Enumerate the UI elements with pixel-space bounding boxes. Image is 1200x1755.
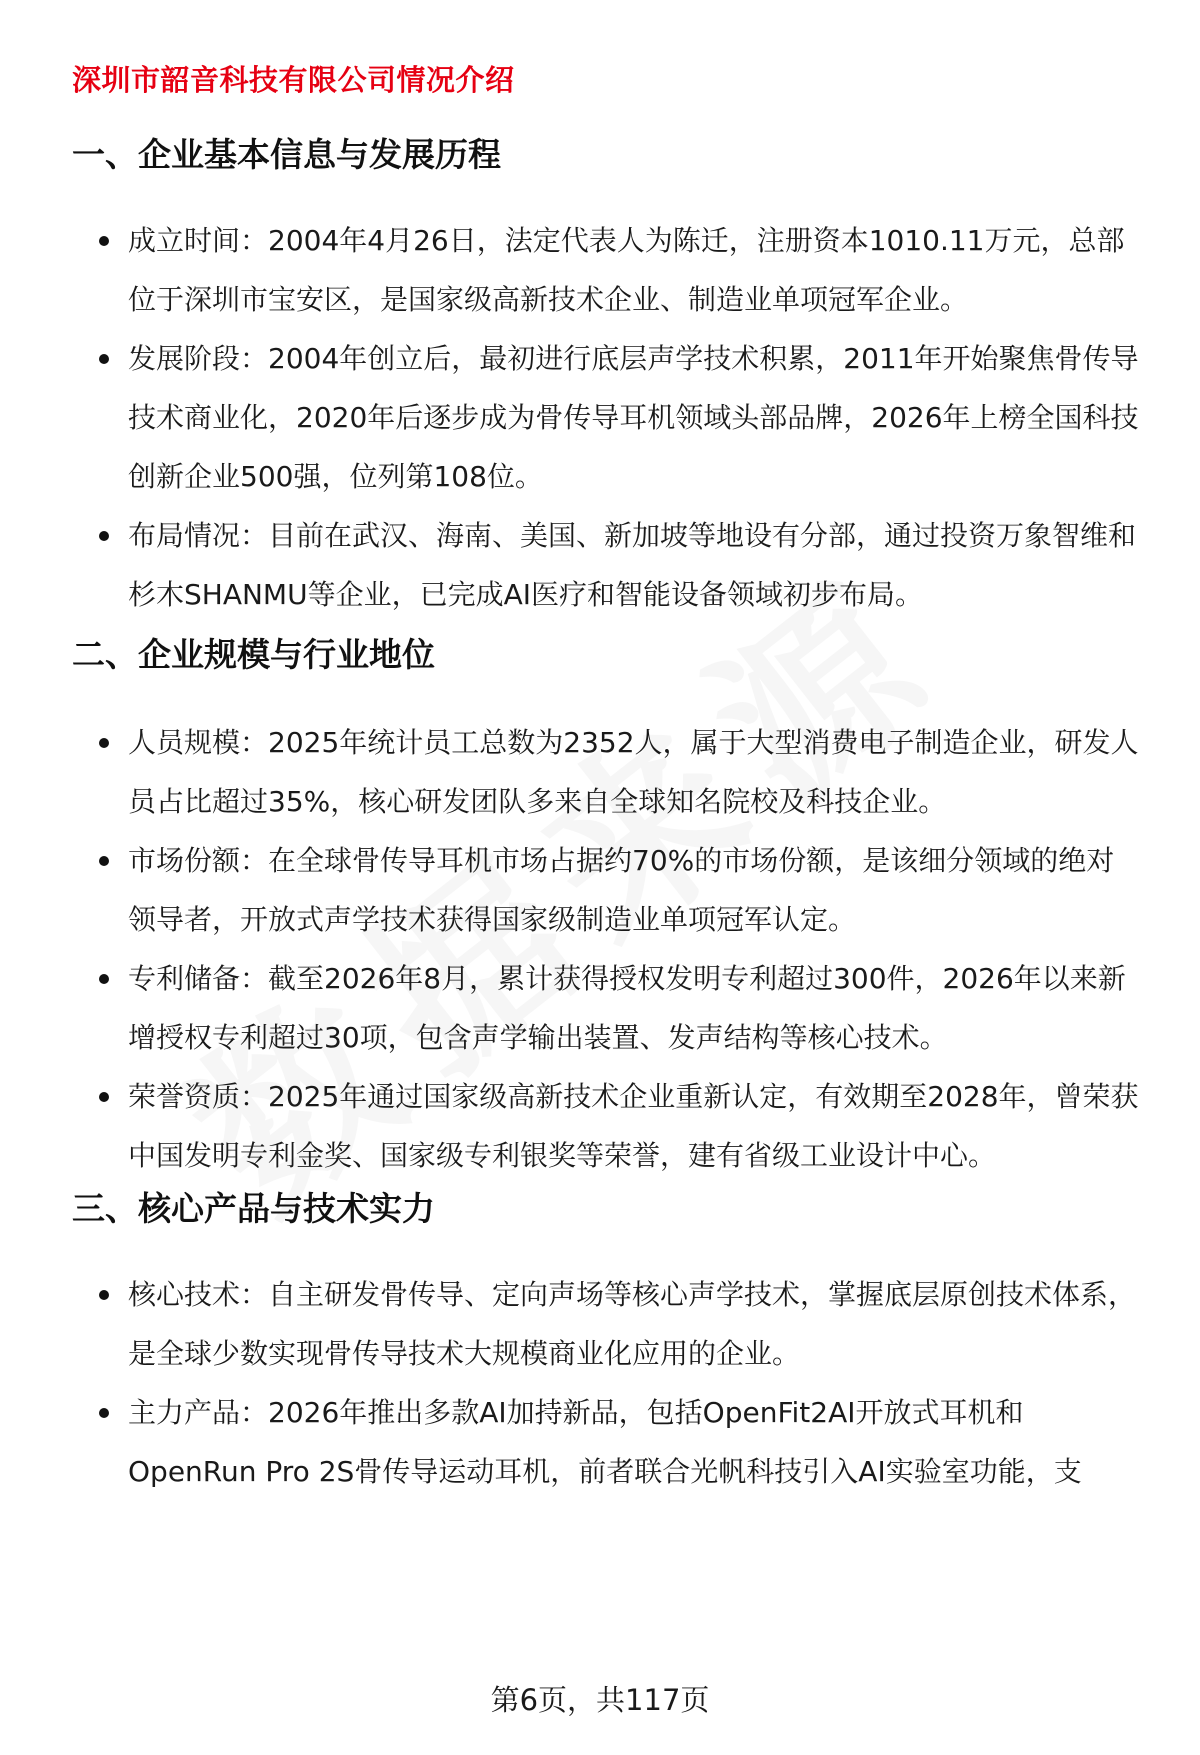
list-item	[72, 1067, 1142, 1185]
document-title: 深圳市韶音科技有限公司情况介绍	[72, 63, 515, 97]
bullet-dot	[99, 856, 109, 866]
list-item-text: 人员规模：2025年统计员工总数为2352人，属于大型消费电子制造企业，研发人员占比超过35%，核心研发团队多来自全球知名院校及科技企业。	[128, 726, 1139, 818]
list-item	[72, 1383, 1142, 1501]
list-item-text: 成立时间：2004年4月26日，法定代表人为陈迁，注册资本1010.11万元，总部位于深圳市宝安区，是国家级高新技术企业、制造业单项冠军企业。	[128, 224, 1125, 316]
section-basic-info	[72, 133, 1142, 624]
section-heading: 三、核心产品与技术实力	[72, 1189, 435, 1228]
list-item	[72, 211, 1142, 329]
bullet-list	[72, 1265, 1142, 1501]
bullet-dot	[99, 1290, 109, 1300]
page-number: 第6页，共117页	[490, 1683, 710, 1717]
list-item	[72, 1265, 1142, 1383]
list-item-text: 核心技术：自主研发骨传导、定向声场等核心声学技术，掌握底层原创技术体系，是全球少数实现骨传导技术大规模商业化应用的企业。	[128, 1278, 1137, 1370]
list-item-text: 专利储备：截至2026年8月，累计获得授权发明专利超过300件，2026年以来新增授权专利超过30项，包含声学输出装置、发声结构等核心技术。	[128, 962, 1126, 1054]
section-heading: 二、企业规模与行业地位	[72, 635, 435, 674]
bullet-dot	[99, 354, 109, 364]
list-item-text: 布局情况：目前在武汉、海南、美国、新加坡等地设有分部，通过投资万象智维和杉木SHANMU等企业，已完成AI医疗和智能设备领域初步布局。	[128, 519, 1137, 611]
bullet-dot	[99, 1408, 109, 1418]
list-item	[72, 949, 1142, 1067]
list-item	[72, 506, 1142, 624]
bullet-dot	[99, 738, 109, 748]
list-item-text: 发展阶段：2004年创立后，最初进行底层声学技术积累，2011年开始聚焦骨传导技术商业化，2020年后逐步成为骨传导耳机领域头部品牌，2026年上榜全国科技创新企业500强，位列第108位。	[128, 342, 1139, 493]
section-heading: 一、企业基本信息与发展历程	[72, 135, 501, 174]
section-core-products	[72, 1187, 1142, 1501]
list-item	[72, 831, 1142, 949]
bullet-list	[72, 713, 1142, 1185]
list-item	[72, 329, 1142, 506]
list-item-text: 主力产品：2026年推出多款AI加持新品，包括OpenFit2AI开放式耳机和OpenRun Pro 2S骨传导运动耳机，前者联合光帆科技引入AI实验室功能，支	[128, 1396, 1082, 1488]
bullet-dot	[99, 236, 109, 246]
list-item-text: 荣誉资质：2025年通过国家级高新技术企业重新认定，有效期至2028年，曾荣获中国发明专利金奖、国家级专利银奖等荣誉，建有省级工业设计中心。	[128, 1080, 1139, 1172]
bullet-list	[72, 211, 1142, 624]
list-item-text: 市场份额：在全球骨传导耳机市场占据约70%的市场份额，是该细分领域的绝对领导者，开放式声学技术获得国家级制造业单项冠军认定。	[128, 844, 1115, 936]
bullet-dot	[99, 974, 109, 984]
bullet-dot	[99, 531, 109, 541]
list-item	[72, 713, 1142, 831]
section-scale-position	[72, 633, 1142, 1185]
bullet-dot	[99, 1092, 109, 1102]
